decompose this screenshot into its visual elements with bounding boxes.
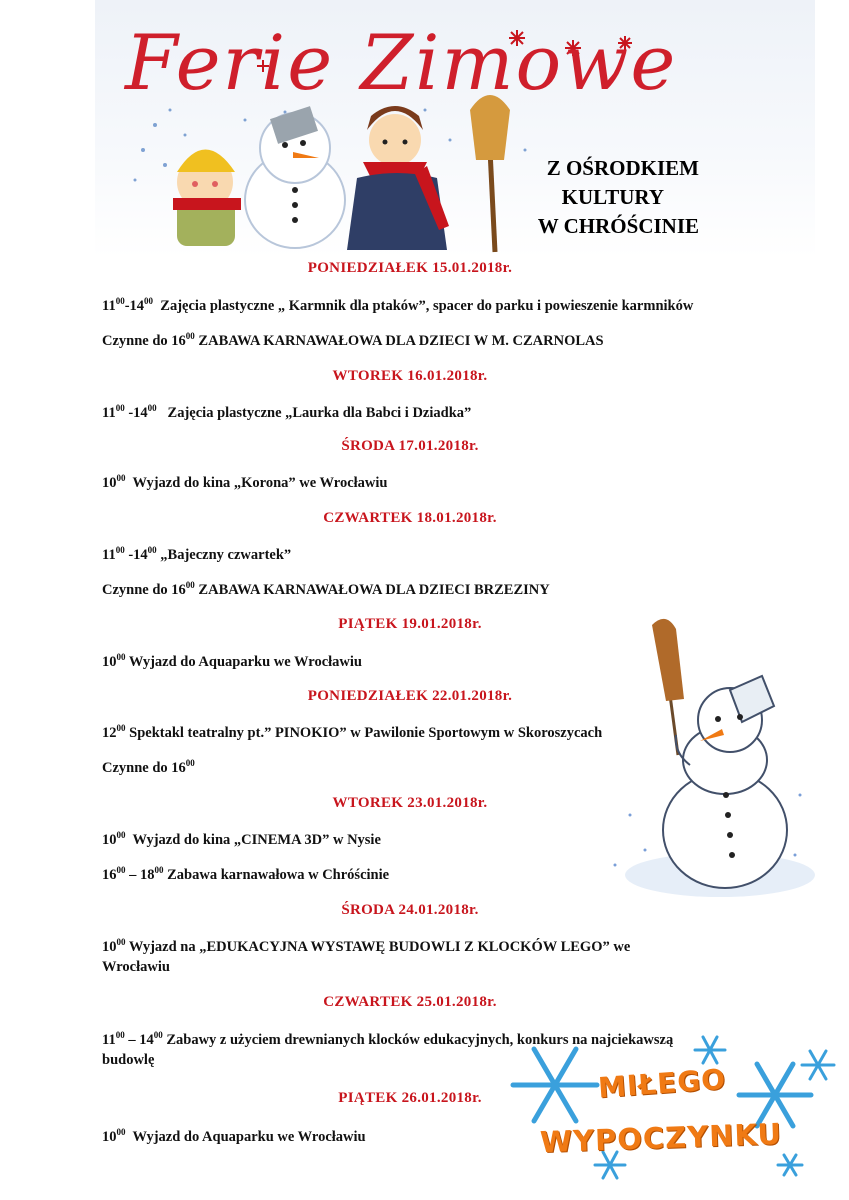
schedule-entry: $10^{00}$ Wyjazd do Aquaparku we Wrocławiu (102, 1127, 366, 1145)
day-heading-wed-24: ŚRODA 24.01.2018r. (341, 902, 479, 918)
day-heading-fri-19: PIĄTEK 19.01.2018r. (338, 616, 482, 632)
title-ferie-zimowe: Ferie Zimowe (125, 18, 678, 107)
snowflakes-decoration (500, 1025, 845, 1195)
schedule-entry: Czynne do $16^{00}$ (102, 758, 195, 776)
day-heading-fri-26: PIĄTEK 26.01.2018r. (338, 1090, 482, 1106)
organizer-line-3: W CHRÓŚCINIE (537, 214, 699, 238)
schedule-entry: $10^{00}$ Wyjazd do Aquaparku we Wrocławiu (102, 652, 362, 670)
schedule-entry: $11^{00} - 14^{00}$ Zabawy z użyciem drewnianych klocków edukacyjnych, konkurs na najciekawszą budowlę (102, 1030, 674, 1068)
snowman-with-broom-illustration (600, 615, 815, 905)
schedule-entry: $12^{00}$ Spektakl teatralny pt.” PINOKIO” w Pawilonie Sportowym w Skoroszycach (102, 723, 603, 741)
organizer-line-2: KULTURY (561, 185, 664, 209)
organizer-name (538, 154, 699, 241)
day-heading-thu-25: CZWARTEK 25.01.2018r. (323, 994, 497, 1010)
schedule-entry: $10^{00}$ Wyjazd do kina „Korona” we Wrocławiu (102, 473, 388, 491)
greeting-line-1: MIŁEGO (597, 1062, 728, 1105)
schedule-entry: Czynne do $16^{00}$ ZABAWA KARNAWAŁOWA DLA DZIECI W M. CZARNOLAS (102, 331, 604, 349)
snowman-illustration (245, 106, 345, 248)
greeting-line-2: WYPOCZYNKU (539, 1116, 783, 1160)
schedule-entry: Czynne do $16^{00}$ ZABAWA KARNAWAŁOWA DLA DZIECI BRZEZINY (102, 580, 550, 598)
broom-illustration (470, 95, 510, 252)
schedule-entry: $11^{00}$ $-14^{00}$ Zajęcia plastyczne „Laurka dla Babci i Dziadka” (102, 403, 472, 421)
day-heading-mon-15: PONIEDZIAŁEK 15.01.2018r. (307, 260, 513, 276)
schedule-entry: $10^{00}$ Wyjazd na „EDUKACYJNA WYSTAWĘ BUDOWLI Z KLOCKÓW LEGO” we Wrocławiu (102, 937, 631, 975)
schedule-entry: $10^{00}$ Wyjazd do kina „CINEMA 3D” w Nysie (102, 830, 381, 848)
organizer-line-1: Z OŚRODKIEM (546, 156, 699, 180)
day-heading-tue-23: WTOREK 23.01.2018r. (332, 795, 488, 811)
schedule-entry: $11^{00}$ $-14^{00}$ „Bajeczny czwartek” (102, 545, 292, 563)
header-illustration (95, 0, 815, 258)
day-heading-wed-17: ŚRODA 17.01.2018r. (341, 438, 479, 454)
day-heading-tue-16: WTOREK 16.01.2018r. (332, 368, 488, 384)
day-heading-mon-22: PONIEDZIAŁEK 22.01.2018r. (307, 688, 513, 704)
day-heading-thu-18: CZWARTEK 18.01.2018r. (323, 510, 497, 526)
greeting-illustration (500, 1025, 845, 1195)
child-left-illustration (173, 150, 241, 247)
schedule-entry: $16^{00} - 18^{00}$ Zabawa karnawałowa w Chróścinie (102, 865, 390, 883)
child-right-illustration (347, 106, 449, 250)
schedule-entry: $11^{00}-14^{00}$ Zajęcia plastyczne „ Karmnik dla ptaków”, spacer do parku i powieszenie karmników (102, 296, 694, 314)
